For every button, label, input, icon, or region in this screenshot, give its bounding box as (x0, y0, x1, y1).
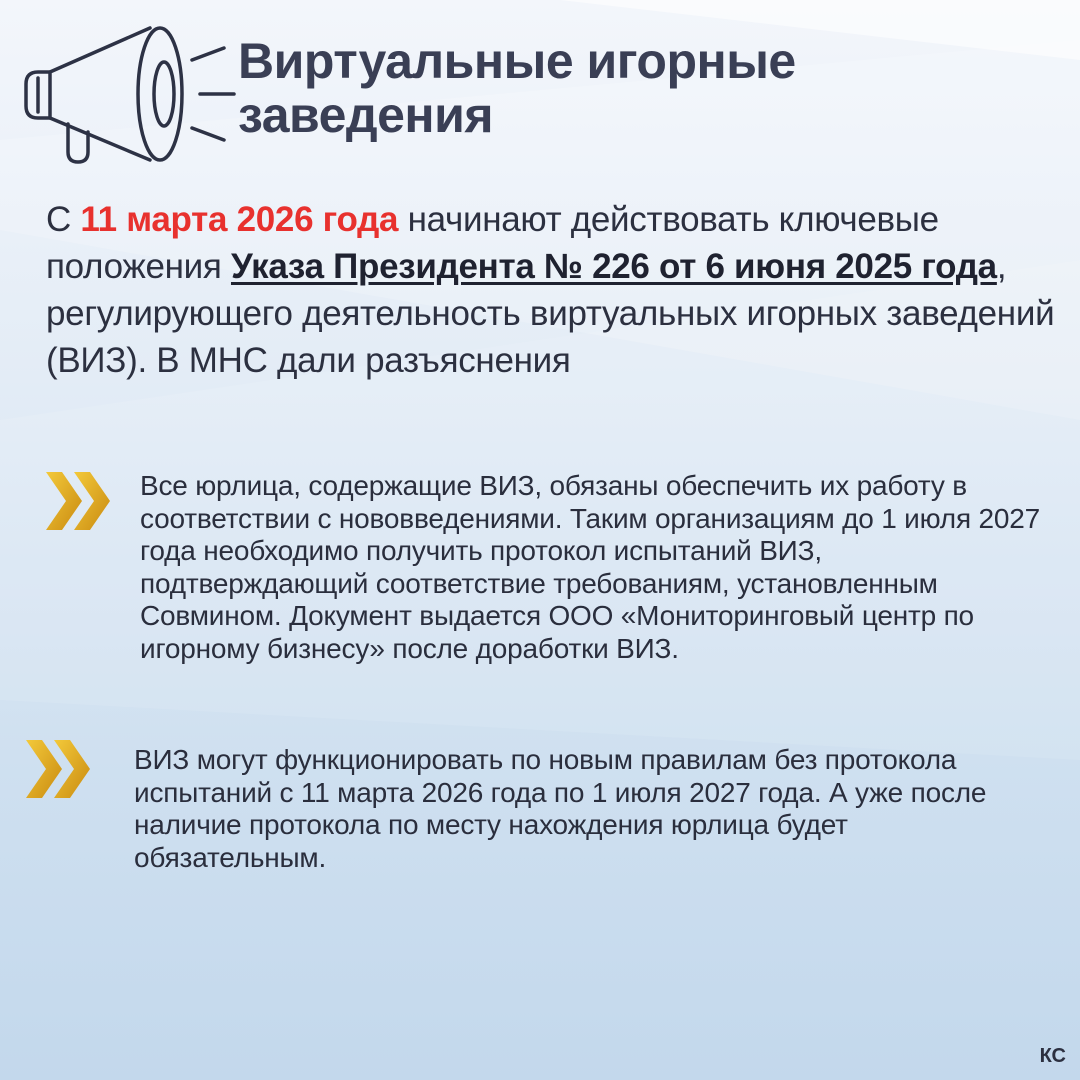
megaphone-icon (20, 20, 240, 170)
decree-link[interactable]: Указа Президента № 226 от 6 июня 2025 года (230, 247, 997, 286)
intro-middle: начинают действовать ключевые положения (46, 200, 939, 286)
intro-suffix: , регулирующего деятельность виртуальных игорных заведений (ВИЗ). В МНС дали разъяснения (46, 247, 1055, 380)
bullet-text: ВИЗ могут функционировать по новым правилам без протокола испытаний с 11 марта 2026 года по 1 июля 2027 года. А уже после наличие протокола по месту нахождения юрлица будет обязательным. (134, 744, 987, 873)
double-chevron-icon (44, 466, 112, 536)
intro-paragraph (46, 196, 1056, 384)
title-line-1: Виртуальные игорные (238, 33, 796, 89)
page-title (238, 34, 998, 142)
source-label: КС (1039, 1045, 1066, 1067)
intro-date: 11 марта 2026 года (80, 200, 399, 239)
title-line-2: заведения (238, 87, 494, 143)
bullet-text: Все юрлица, содержащие ВИЗ, обязаны обеспечить их работу в соответствии с нововведениями. Таким организациям до 1 июля 2027 года необходимо получить протокол испытаний ВИЗ, подтверждающий соответствие требованиям, установленным Совмином. Документ выдается ООО «Мониторинговый центр по игорному бизнесу» после доработки ВИЗ. (140, 470, 1040, 664)
double-chevron-icon (24, 734, 92, 804)
intro-prefix: С (46, 200, 81, 239)
